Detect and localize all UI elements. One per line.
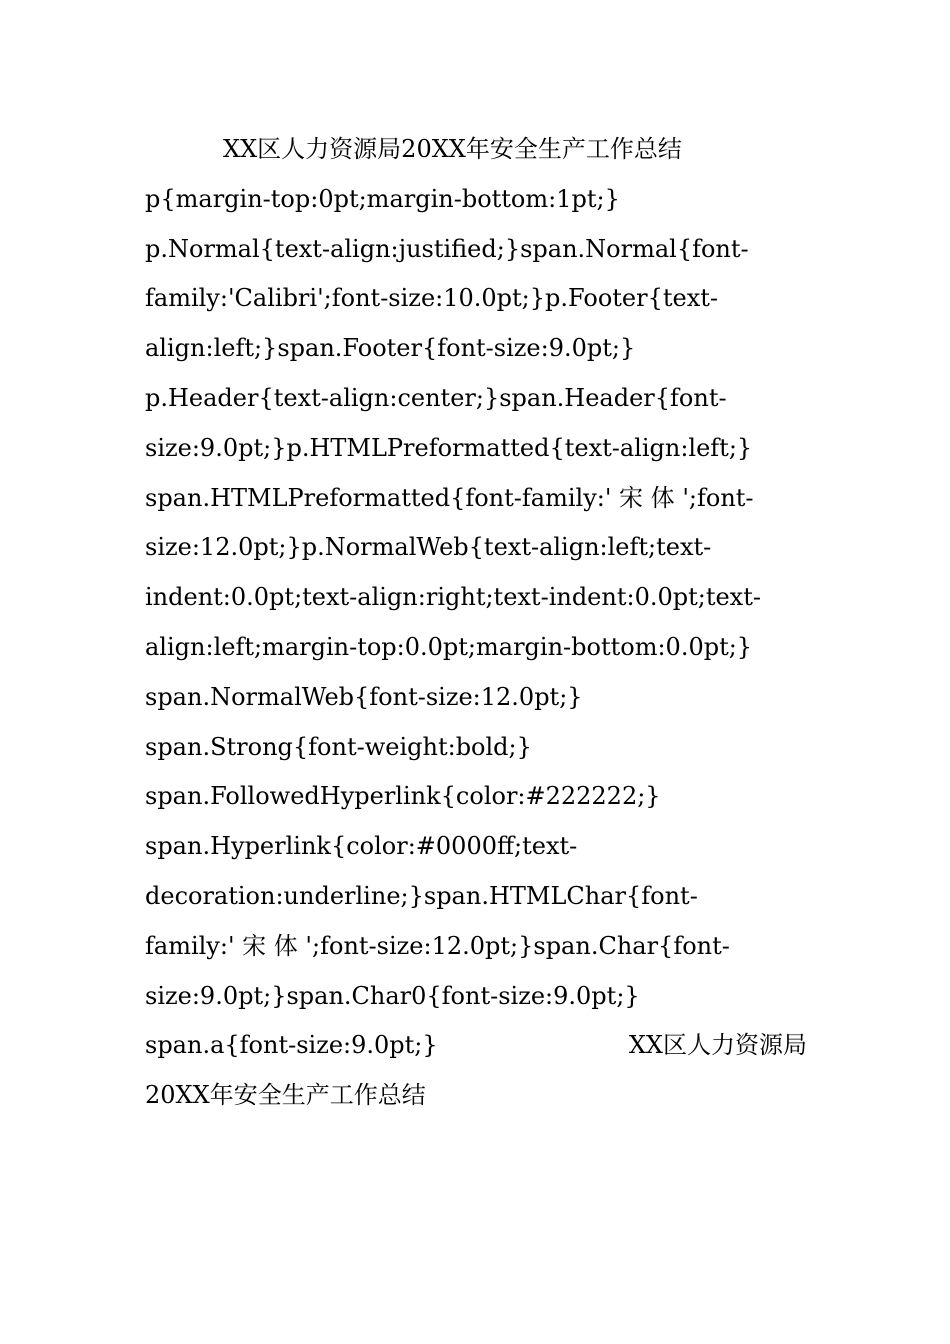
body-line: span.NormalWeb{font-size:12.0pt;} (145, 682, 583, 711)
body-line: family:'Calibri';font-size:10.0pt;}p.Footer{text- (145, 284, 718, 313)
body-line: align:left;margin-top:0.0pt;margin-bottom:0.0pt;} (145, 632, 753, 661)
body-line: p{margin-top:0pt;margin-bottom:1pt;} (145, 184, 620, 213)
repeated-title-end: 20XX年安全生产工作总结 (145, 1081, 426, 1110)
style-rule-text: span.a{font-size:9.0pt;} (145, 1031, 438, 1060)
body-line: size:12.0pt;}p.NormalWeb{text-align:left;text- (145, 533, 712, 562)
body-line: span.Hyperlink{color:#0000ff;text- (145, 832, 578, 861)
body-line: span.HTMLPreformatted{font-family:' 宋 体 ';font- (145, 483, 754, 512)
body-line: p.Normal{text-align:justified;}span.Normal{font- (145, 234, 749, 263)
body-line: span.FollowedHyperlink{color:#222222;} (145, 782, 661, 811)
body-line: span.Strong{font-weight:bold;} (145, 732, 532, 761)
document-body (145, 125, 807, 1121)
body-line: indent:0.0pt;text-align:right;text-indent:0.0pt;text- (145, 583, 761, 612)
body-line-with-title-start (145, 1021, 807, 1071)
body-line: size:9.0pt;}span.Char0{font-size:9.0pt;} (145, 981, 640, 1010)
body-line: size:9.0pt;}p.HTMLPreformatted{text-align:left;} (145, 433, 753, 462)
body-line: decoration:underline;}span.HTMLChar{font- (145, 881, 698, 910)
body-line: p.Header{text-align:center;}span.Header{font- (145, 383, 727, 412)
body-line: align:left;}span.Footer{font-size:9.0pt;} (145, 334, 636, 363)
body-line: family:' 宋 体 ';font-size:12.0pt;}span.Char{font- (145, 931, 730, 960)
document-title: XX区人力资源局20XX年安全生产工作总结 (223, 135, 682, 163)
repeated-title-start: XX区人力资源局 (628, 1031, 807, 1060)
